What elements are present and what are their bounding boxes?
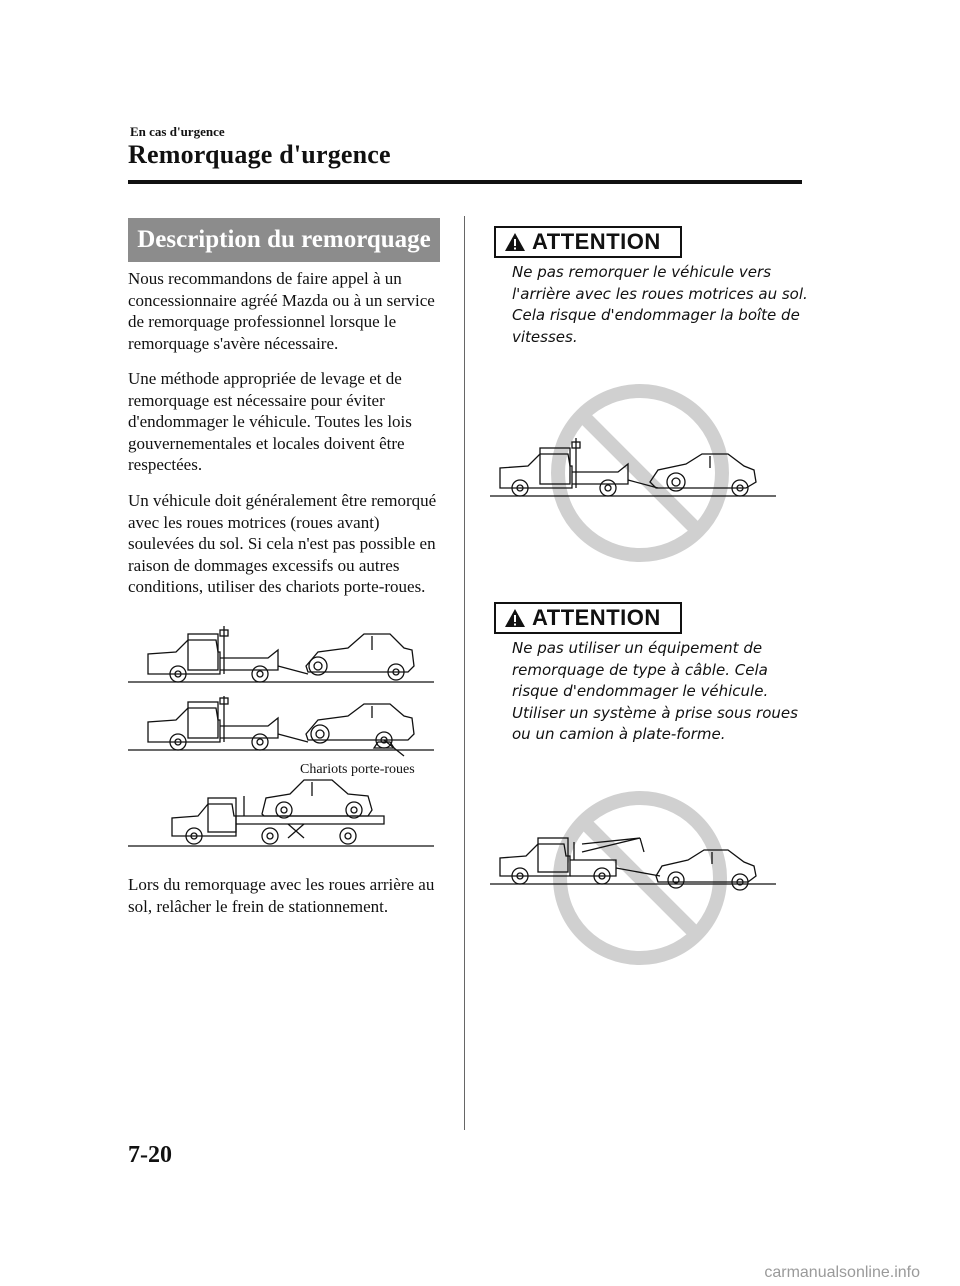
paragraph-1: Nous recommandons de faire appel à un concessionnaire agréé Mazda ou à un service de remorquage professionnel lorsque le remorquage s'avère nécessaire. [128,269,435,353]
page-number: 7-20 [128,1142,172,1168]
rearward-tow-prohibited-illustration [490,378,780,568]
header-rule [128,180,802,184]
page-title: Remorquage d'urgence [128,140,391,169]
section-banner: Description du remorquage [128,218,440,262]
prohibited-sign-icon [560,798,720,958]
watermark: carmanualsonline.info [764,1264,920,1281]
figure-caption: Chariots porte-roues [300,762,415,777]
attention-box-2 [494,602,682,634]
attention-text-1: Ne pas remorquer le véhicule vers l'arrière avec les roues motrices au sol. Cela risque d'endommager la boîte de vitesses. [512,263,808,346]
closing-paragraph: Lors du remorquage avec les roues arrière au sol, relâcher le frein de stationnement. [128,875,435,916]
attention-text-2: Ne pas utiliser un équipement de remorquage de type à câble. Cela risque d'endommager le véhicule. Utiliser un système à prise sous roues ou un camion à plate-forme. [512,639,798,743]
paragraph-3: Un véhicule doit généralement être remorqué avec les roues motrices (roues avant) soulevées du sol. Si cela n'est pas possible en raison de dommages excessifs ou autres conditions, utiliser des chariots porte-roues. [128,491,437,597]
warning-triangle-icon [504,232,526,252]
column-divider [464,216,465,1130]
attention-label-2: ATTENTION [532,605,661,630]
flatbed-truck-illustration [128,776,438,848]
paragraph-2: Une méthode appropriée de levage et de remorquage est nécessaire pour éviter d'endommager le véhicule. Toutes les lois gouvernementales et locales doivent être respectées. [128,369,412,475]
prohibited-sign-icon [558,391,722,555]
wheel-lift-tow-illustration [128,626,438,686]
attention-box-1 [494,226,682,258]
warning-triangle-icon [504,608,526,628]
attention-label-1: ATTENTION [532,229,661,254]
chapter-label: En cas d'urgence [130,124,225,139]
wheel-dolly-tow-illustration [128,696,438,756]
cable-tow-prohibited-illustration [490,786,780,966]
